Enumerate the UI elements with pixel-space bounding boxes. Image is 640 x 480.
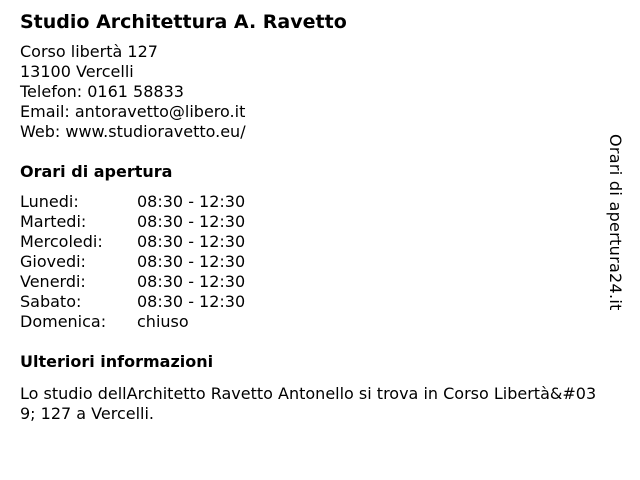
day-label: Lunedi: [20, 192, 79, 211]
opening-hours-heading: Orari di apertura [20, 162, 173, 181]
opening-hours-table [20, 192, 245, 332]
time-value: 08:30 - 12:30 [137, 252, 246, 271]
website: Web: www.studioravetto.eu/ [20, 122, 246, 141]
day-label: Mercoledi: [20, 232, 103, 251]
day-label: Giovedi: [20, 252, 86, 271]
time-value: 08:30 - 12:30 [137, 192, 246, 211]
time-value: 08:30 - 12:30 [137, 292, 246, 311]
hours-row-sunday [20, 312, 245, 332]
contact-block [20, 42, 600, 142]
additional-info-text: Lo studio dellArchitetto Ravetto Antonello si trova in Corso Libertà&#039; 127 a Vercelli. [20, 384, 597, 423]
hours-row-thursday [20, 252, 245, 272]
time-value: 08:30 - 12:30 [137, 212, 246, 231]
city-address: 13100 Vercelli [20, 62, 134, 81]
day-label: Martedi: [20, 212, 87, 231]
time-value: 08:30 - 12:30 [137, 272, 246, 291]
hours-row-wednesday [20, 232, 245, 252]
studio-name: Studio Architettura A. Ravetto [20, 11, 347, 33]
day-label: Sabato: [20, 292, 82, 311]
time-value: 08:30 - 12:30 [137, 232, 246, 251]
email-address: Email: antoravetto@libero.it [20, 102, 246, 121]
day-label: Venerdi: [20, 272, 86, 291]
day-label: Domenica: [20, 312, 107, 331]
watermark-text: Orari di apertura24.it [606, 134, 625, 311]
additional-info-heading: Ulteriori informazioni [20, 352, 214, 371]
hours-row-monday [20, 192, 245, 212]
street-address: Corso libertà 127 [20, 42, 158, 61]
phone-number: Telefon: 0161 58833 [20, 82, 184, 101]
hours-row-saturday [20, 292, 245, 312]
hours-row-friday [20, 272, 245, 292]
time-value: chiuso [137, 312, 189, 331]
studio-card [20, 10, 600, 424]
hours-row-tuesday [20, 212, 245, 232]
